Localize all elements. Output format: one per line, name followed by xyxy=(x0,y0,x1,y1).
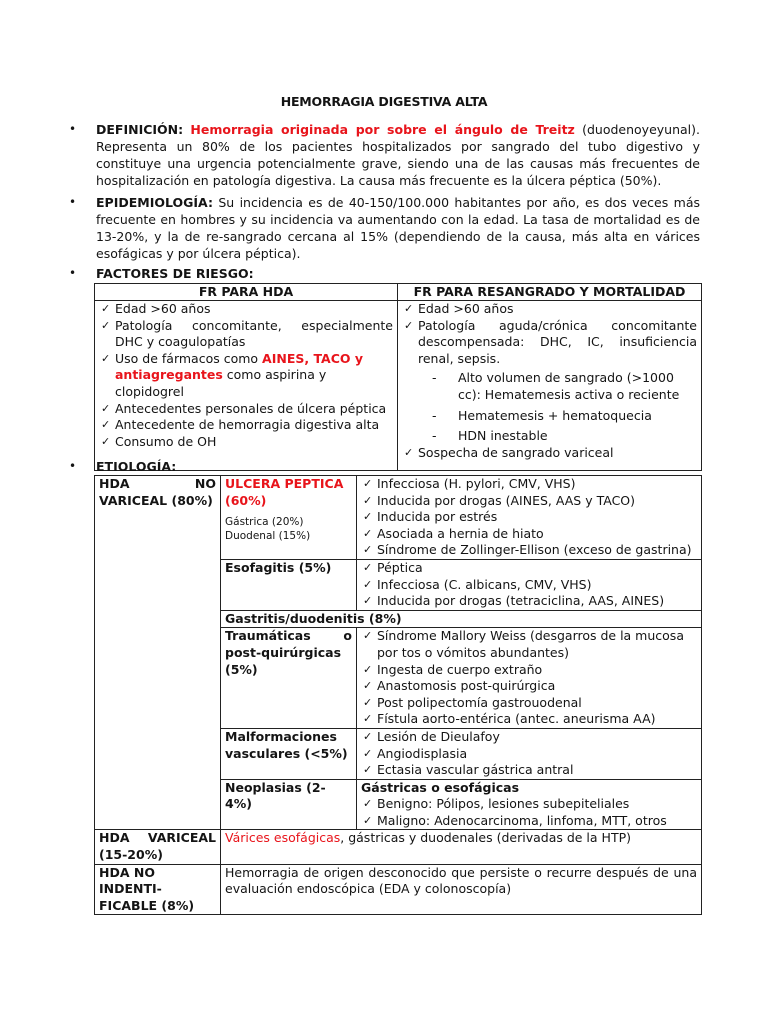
ulcer-cell xyxy=(221,476,357,560)
neoplasia-subtitle: Gástricas o esofágicas xyxy=(361,779,520,795)
ulcer-gastric: Gástrica (20%) xyxy=(225,516,304,529)
trauma-cell xyxy=(221,628,357,729)
risk-subitem: - Hematemesis + hematoquecia xyxy=(402,408,697,425)
etiology-section xyxy=(69,458,700,475)
epidemiology-label: EPIDEMIOLOGÍA: xyxy=(96,195,213,210)
etiology-item: ✓ Fístula aorto-entérica (antec. aneurisma AA) xyxy=(361,711,697,728)
etiology-item: ✓ Síndrome Mallory Weiss (desgarros de la mucosa por tos o vómitos abundantes) xyxy=(361,628,697,661)
etiology-item: ✓ Inducida por drogas (tetraciclina, AAS, AINES) xyxy=(361,593,697,610)
risk-col2-header: FR PARA RESANGRADO Y MORTALIDAD xyxy=(398,284,702,301)
bullet-icon: • xyxy=(69,459,77,473)
esophagitis-items-cell xyxy=(357,559,702,610)
unidentified-text: Hemorragia de origen desconocido que persiste o recurre después de una evaluación endoscópica (EDA y colonoscopía) xyxy=(221,864,702,915)
etiology-item: ✓ Post polipectomía gastrouodenal xyxy=(361,695,697,712)
etiology-item: ✓ Anastomosis post-quirúrgica xyxy=(361,678,697,695)
etiology-table xyxy=(94,475,702,915)
malformations-title: Malformaciones vasculares (<5%) xyxy=(221,728,357,779)
risk-col2-cell xyxy=(398,301,702,471)
risk-item: ✓ Consumo de OH xyxy=(99,434,393,451)
etiology-item: ✓ Inducida por drogas (AINES, AAS y TACO) xyxy=(361,493,697,510)
etiology-item: ✓ Péptica xyxy=(361,560,697,577)
etiology-item: ✓ Asociada a hernia de hiato xyxy=(361,526,697,543)
risk-item: ✓ Antecedentes personales de úlcera péptica xyxy=(99,401,393,418)
unidentified-cell: HDA NO INDENTI-FICABLE (8%) xyxy=(95,864,221,915)
etiology-label: ETIOLOGÍA: xyxy=(96,459,177,474)
etiology-item: ✓ Maligno: Adenocarcinoma, linfoma, MTT, otros xyxy=(361,813,697,830)
definition-label: DEFINICIÓN: xyxy=(96,122,184,137)
etiology-item: ✓ Inducida por estrés xyxy=(361,509,697,526)
etiology-item: ✓ Síndrome de Zollinger-Ellison (exceso de gastrina) xyxy=(361,542,697,559)
epidemiology-text: Su incidencia es de 40-150/100.000 habitantes por año, es dos veces más frecuente en hombres y su incidencia va aumentando con la edad. La tasa de mortalidad es de 13-20%, y la de re-sangrado cercana al 15% (dependiendo de la causa, más alta en várices esofágicas y por úlcera péptica). xyxy=(96,195,700,261)
definition-section xyxy=(69,121,700,189)
risk-subitem: - Alto volumen de sangrado (>1000 cc): Hematemesis activa o reciente xyxy=(402,370,697,403)
trauma-title: Traumáticas o post-quirúrgicas (5%) xyxy=(225,628,352,677)
etiology-item: ✓ Ectasia vascular gástrica antral xyxy=(361,762,697,779)
variceal-title: HDA VARICEAL (15-20%) xyxy=(99,830,216,863)
nonvariceal-cell: HDA NO VARICEAL (80%) xyxy=(95,476,221,830)
risk-item xyxy=(99,351,393,401)
trauma-items-cell xyxy=(357,628,702,729)
risk-factors-table xyxy=(94,283,702,471)
etiology-item: ✓ Infecciosa (H. pylori, CMV, VHS) xyxy=(361,476,697,493)
etiology-item: ✓ Infecciosa (C. albicans, CMV, VHS) xyxy=(361,577,697,594)
variceal-text-cell xyxy=(221,830,702,864)
ulcer-title: ULCERA PEPTICA (60%) xyxy=(225,476,344,508)
page-title: HEMORRAGIA DIGESTIVA ALTA xyxy=(280,94,488,109)
risk-item-post: como aspirina y clopidogrel xyxy=(115,367,327,399)
ulcer-items-cell xyxy=(357,476,702,560)
bullet-icon: • xyxy=(69,122,77,136)
malformations-items-cell xyxy=(357,728,702,779)
epidemiology-section xyxy=(69,194,700,262)
risk-item: ✓ Edad >60 años xyxy=(402,301,697,318)
risk-item-red: AINES, TACO y antiagregantes xyxy=(115,350,364,383)
definition-highlight: Hemorragia originada por sobre el ángulo de Treitz xyxy=(190,122,575,137)
gastritis-cell: Gastritis/duodenitis (8%) xyxy=(221,610,702,628)
risk-subitem: - HDN inestable xyxy=(402,428,697,445)
ulcer-duodenal: Duodenal (15%) xyxy=(225,530,311,543)
etiology-item: ✓ Lesión de Dieulafoy xyxy=(361,729,697,746)
risk-item: ✓ Antecedente de hemorragia digestiva alta xyxy=(99,417,393,434)
etiology-item: ✓ Benigno: Pólipos, lesiones subepiteliales xyxy=(361,796,697,813)
risk-col1-header: FR PARA HDA xyxy=(95,284,398,301)
risk-item: ✓ Patología aguda/crónica concomitante descompensada: DHC, IC, insuficiencia renal, sepsis. xyxy=(402,318,697,368)
neoplasia-title: Neoplasias (2-4%) xyxy=(221,779,357,830)
etiology-item: ✓ Ingesta de cuerpo extraño xyxy=(361,662,697,679)
esophagitis-title: Esofagitis (5%) xyxy=(221,559,357,610)
variceal-red: Várices esofágicas xyxy=(225,830,341,846)
definition-text: (duodenoyeyunal). Representa un 80% de los pacientes hospitalizados por sangrado del tubo digestivo y constituye una urgencia potencialmente grave, siendo una de las causas más frecuentes de hospitalización en patología digestiva. La causa más frecuente es la úlcera péptica (50%). xyxy=(96,122,700,188)
etiology-item: ✓ Angiodisplasia xyxy=(361,746,697,763)
variceal-text: , gástricas y duodenales (derivadas de la HTP) xyxy=(340,830,631,846)
bullet-icon: • xyxy=(69,266,77,280)
risk-col1-cell xyxy=(95,301,398,471)
variceal-cell xyxy=(95,830,221,864)
risk-item: ✓ Patología concomitante, especialmente DHC y coagulopatías xyxy=(99,318,393,351)
neoplasia-items-cell xyxy=(357,779,702,830)
risk-item: ✓ Sospecha de sangrado variceal xyxy=(402,445,697,462)
risk-item: ✓ Edad >60 años xyxy=(99,301,393,318)
risk-label: FACTORES DE RIESGO: xyxy=(96,266,254,281)
risk-section xyxy=(69,265,700,282)
bullet-icon: • xyxy=(69,195,77,209)
risk-item-pre: Uso de fármacos como xyxy=(115,350,259,366)
